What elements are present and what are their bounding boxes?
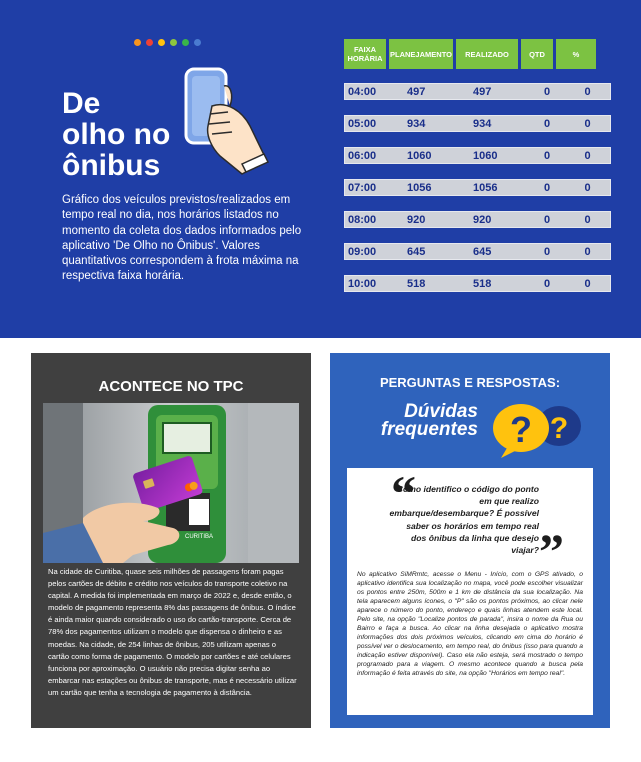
table-row [344, 115, 611, 132]
header-cell: FAIXA HORÁRIA [344, 39, 386, 69]
color-dot [158, 39, 165, 46]
header-section [0, 0, 641, 338]
table-cell: 0 [584, 85, 591, 98]
title-line: ônibus [62, 149, 161, 182]
question-bubbles-icon [487, 398, 587, 458]
table-cell: 518 [473, 277, 492, 290]
table-cell: 1060 [407, 149, 432, 162]
table-cell: 920 [407, 213, 426, 226]
header-cell: % [556, 39, 596, 69]
table-cell: 1056 [473, 181, 498, 194]
table-row [344, 243, 611, 260]
color-dot [146, 39, 153, 46]
table-cell: 05:00 [348, 117, 377, 130]
table-cell: 934 [473, 117, 492, 130]
faq-answer: No aplicativo SiMRmtc, acesse o Menu - Início, com o GPS ativado, o aplicativo identifica sua localização no mapa, você pode escolher visualizar os pontos entre 250m, 500m e 1 km de distância da sua localização. Na tela aparecem alguns ícones, o "P" são os pontos próximos, ao clicar nele aparece o número do ponto, endereço e quais linhas atendem este local. Pelo site, na opção "Localize pontos de parada", insira o nome da Rua ou Bairro e faça a busca. Ao clicar na linha desejada o aplicativo mostra informações dos dois próximos veículos, clicando em cima do horário é possível ver o deslocamento, em tempo real, do ônibus (isso para quando a indicação estiver disponível). Caso ela não esteja, será mostrado o tempo programado para a viagem. O mesmo acontece quando a busca pela informação é feita através do site, na opção "Horários em tempo real". [357, 571, 583, 677]
table-cell: 0 [543, 213, 551, 226]
table-cell: 04:00 [348, 85, 377, 98]
news-card [31, 353, 311, 728]
quote-close-icon: ” [539, 523, 564, 579]
header-cell: QTD [521, 39, 553, 69]
schedule-table [344, 39, 611, 292]
color-dot [170, 39, 177, 46]
faq-question: Como identifico o código do ponto em que realizo embarque/desembarque? É possível saber os horários em tempo real dos ônibus da linha que desejo viajar? [389, 484, 539, 556]
table-cell: 497 [407, 85, 426, 98]
table-row [344, 147, 611, 164]
color-dot [134, 39, 141, 46]
faq-answer-box [347, 465, 593, 715]
table-cell: 0 [543, 181, 551, 194]
table-cell: 0 [584, 277, 591, 290]
table-cell: 1056 [407, 181, 432, 194]
table-cell: 1060 [473, 149, 498, 162]
card-payment-photo [43, 403, 299, 563]
table-cell: 07:00 [348, 181, 377, 194]
faq-title: Dúvidas frequentes [380, 401, 478, 440]
color-dot [182, 39, 189, 46]
table-cell: 0 [584, 181, 591, 194]
header-cell: REALIZADO [456, 39, 518, 69]
table-cell: 920 [473, 213, 492, 226]
color-dots [134, 39, 201, 46]
table-cell: 497 [473, 85, 492, 98]
table-row [344, 179, 611, 196]
table-cell: 0 [543, 277, 551, 290]
table-cell: 08:00 [348, 213, 377, 226]
title-line: olho no [62, 118, 171, 151]
news-body: Na cidade de Curitiba, quase seis milhões de passagens foram pagas pelos cartões de débito e crédito nos veículos do transporte coletivo na capital. A medida foi implementada em março de 2022 e, desde então, o modelo de pagamento representa 8% das passagens de ônibus. O índice é ainda maior quando considerado o uso do cartão-transporte. Cerca de 78% dos pagamentos utilizam o modelo que dispensa o dinheiro e as moedas. Na cidade, de 254 linhas de ônibus, 205 utilizam apenas o cartão como forma de pagamento. O modelo por cartões e até celulares funciona por aproximação. O usuário não precisa digitar senha ao embarcar nas estações ou ônibus de transporte, mas é necessário utilizar um cartão que tenha a tecnologia de pagamento à distância. [48, 567, 297, 697]
title-line: De [62, 87, 101, 120]
table-cell: 0 [584, 245, 591, 258]
table-cell: 645 [407, 245, 426, 258]
table-cell: 645 [473, 245, 492, 258]
table-row [344, 275, 611, 292]
hand-phone-icon [172, 66, 272, 176]
table-cell: 518 [407, 277, 426, 290]
header-description: Gráfico dos veículos previstos/realizados em tempo real no dia, nos horários listados no momento da coleta dos dados informados pelo aplicativo 'De Olho no Ônibus'. Valores quantitativos correspondem à frota máxima na respectiva faixa horária. [62, 194, 302, 283]
table-cell: 0 [543, 245, 551, 258]
table-cell: 10:00 [348, 277, 377, 290]
table-cell: 0 [543, 149, 551, 162]
svg-text:?: ? [510, 409, 532, 450]
table-row [344, 83, 611, 100]
quote-open-icon: “ [391, 465, 416, 521]
svg-text:?: ? [549, 412, 569, 445]
photo-label: CURITIBA [184, 534, 214, 540]
page-title [62, 88, 170, 181]
header-cell: PLANEJAMENTO [389, 39, 453, 69]
table-cell: 0 [584, 117, 591, 130]
table-cell: 0 [584, 149, 591, 162]
table-row [344, 211, 611, 228]
faq-card [330, 353, 610, 728]
table-cell: 06:00 [348, 149, 377, 162]
faq-kicker: PERGUNTAS E RESPOSTAS: [379, 375, 561, 390]
table-cell: 0 [543, 85, 551, 98]
news-card-title: ACONTECE NO TPC [98, 378, 244, 395]
table-cell: 934 [407, 117, 426, 130]
table-cell: 09:00 [348, 245, 377, 258]
color-dot [194, 39, 201, 46]
table-cell: 0 [543, 117, 551, 130]
table-cell: 0 [584, 213, 591, 226]
table-header [344, 39, 611, 69]
